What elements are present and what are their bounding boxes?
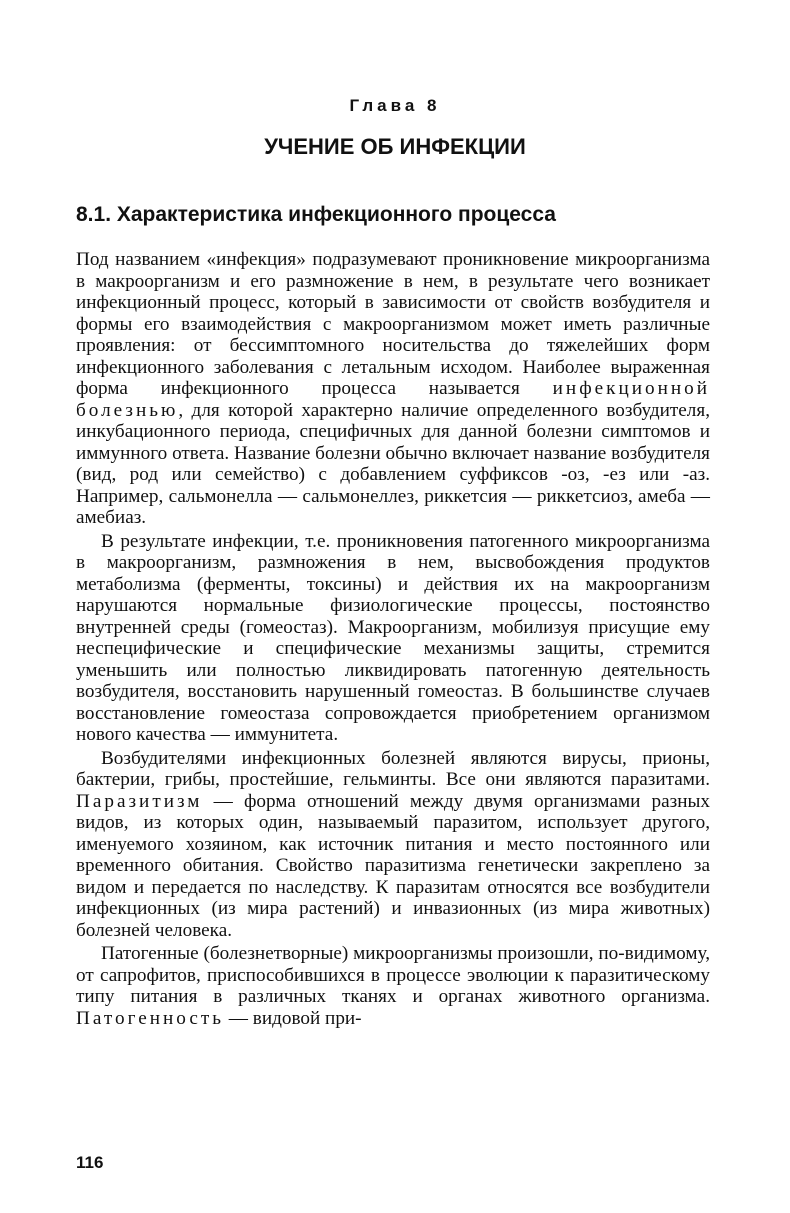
section-heading: 8.1. Характеристика инфекционного процесса — [76, 203, 556, 226]
paragraph-3 — [76, 748, 710, 942]
paragraph-1 — [76, 249, 710, 529]
paragraph-4-text-a: Патогенные (болезнетворные) микроорганизмы произошли, по-видимому, от сапрофитов, приспособившихся в процессе эволюции к паразитическому типу питания в различных тканях и органах животного организма. — [76, 943, 710, 1007]
chapter-label: Глава 8 — [349, 96, 441, 115]
paragraph-2: В результате инфекции, т.е. проникновения патогенного микроорганизма в макроорганизм, размножения в нем, высвобождения продуктов метаболизма (ферменты, токсины) и действия их на макроорганизм нарушаются нормальные физиологические процессы, постоянство внутренней среды (гомеостаз). Макроорганизм, мобилизуя присущие ему неспецифические и специфические механизмы защиты, стремится уменьшить или полностью ликвидировать патогенную деятельность возбудителя, восстановить нарушенный гомеостаз. В большинстве случаев восстановление гомеостаза сопровождается приобретением организмом нового качества — иммунитета. — [76, 530, 710, 745]
paragraph-4-text-b: — видовой при- — [224, 1007, 362, 1029]
paragraph-1-text-b: , для которой характерно наличие определенного возбудителя, инкубационного периода, специфичных для данной болезни симптомов и иммунного ответа. Название болезни обычно включает название возбудителя (вид, род или семейство) с добавлением суффиксов -оз, -ез или -аз. Например, сальмонелла — сальмонеллез, риккетсия — риккетсиоз, амеба — амебиаз. — [76, 399, 710, 528]
chapter-title: УЧЕНИЕ ОБ ИНФЕКЦИИ — [264, 134, 526, 159]
paragraph-1-text-a: Под названием «инфекция» подразумевают проникновение микроорганизма в макроорганизм и его размножение в нем, в результате чего возникает инфекционный процесс, который в зависимости от свойств возбудителя и формы его взаимодействия с макроорганизмом может иметь различные проявления: от бессимптомного носительства до тяжелейших форм инфекционного заболевания с летальным исходом. Наиболее выраженная форма инфекционного процесса называется — [76, 249, 710, 399]
paragraph-3-text-a: Возбудителями инфекционных болезней являются вирусы, прионы, бактерии, грибы, простейшие, гельминты. Все они являются паразитами. — [76, 747, 710, 790]
paragraph-3-text-b: — форма отношений между двумя организмами разных видов, из которых один, называемый паразитом, использует другого, именуемого хозяином, как источник питания и место постоянного или временного обитания. Свойство паразитизма генетически закреплено за видом и передается по наследству. К паразитам относятся все возбудители инфекционных (из мира растений) и инвазионных (из мира животных) болезней человека. — [76, 790, 710, 941]
term-parasitism: Паразитизм — [76, 790, 203, 812]
term-pathogenicity: Патогенность — [76, 1007, 224, 1029]
page-number: 116 — [76, 1153, 104, 1172]
term-infectious-disease: инфекционной болезнью — [76, 378, 710, 421]
body-text — [76, 249, 710, 1031]
paragraph-4 — [76, 943, 710, 1029]
